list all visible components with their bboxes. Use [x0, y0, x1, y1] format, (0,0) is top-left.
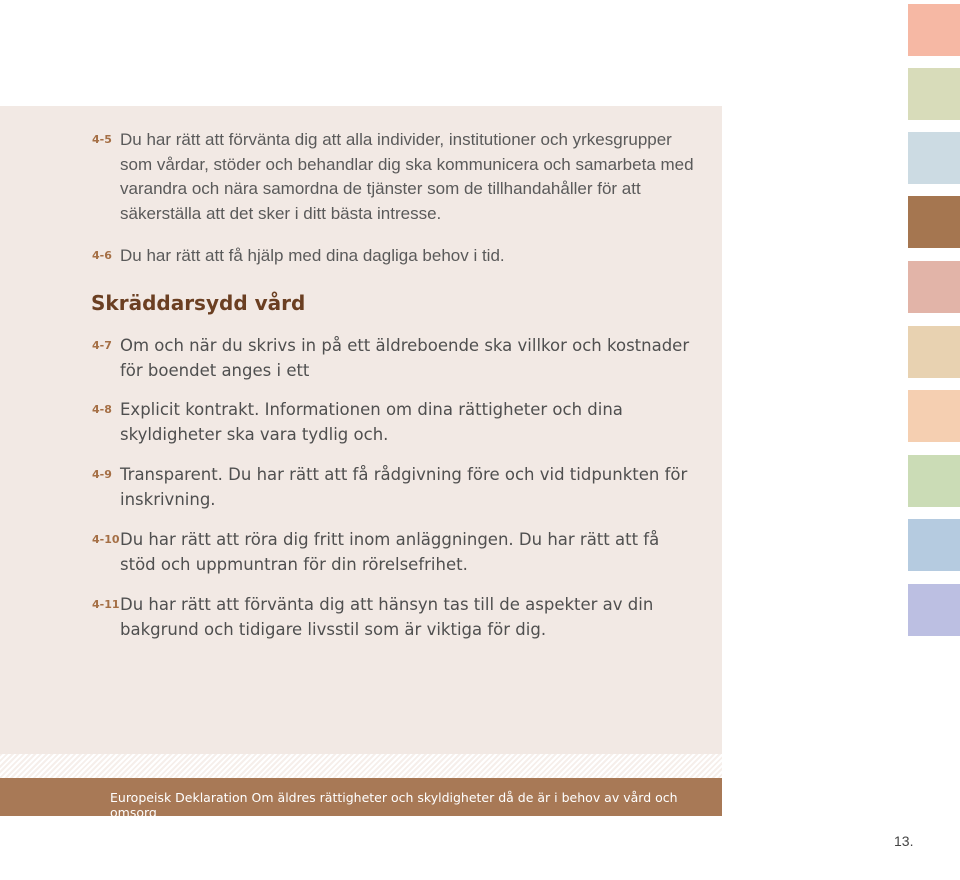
item-text: Om och när du skrivs in på ett äldreboende ska villkor och kostnader för boendet anges i ett	[120, 336, 690, 380]
item-number: 4-11	[92, 598, 120, 611]
decorative-hatch-band	[0, 754, 722, 778]
color-tab	[908, 390, 960, 442]
color-tab	[908, 68, 960, 120]
color-tab	[908, 4, 960, 56]
item-text: Du har rätt att röra dig fritt inom anläggningen. Du har rätt att få stöd och uppmuntran för din rörelsefrihet.	[120, 530, 660, 574]
color-tab	[908, 261, 960, 313]
item-number: 4-10	[92, 533, 120, 546]
item-text: Du har rätt att få hjälp med dina dagliga behov i tid.	[120, 246, 505, 265]
item-number: 4-7	[92, 339, 112, 352]
item-text: Explicit kontrakt. Informationen om dina rättigheter och dina skyldigheter ska vara tydlig och.	[120, 400, 623, 444]
item-number: 4-8	[92, 403, 112, 416]
footer-bar	[0, 778, 722, 820]
color-tab	[908, 584, 960, 636]
section-heading: Skräddarsydd vård	[91, 291, 306, 315]
item-text: Du har rätt att förvänta dig att alla individer, institutioner och yrkesgrupper som vårdar, stöder och behandlar dig ska kommunicera och samarbeta med varandra och nära samordna de tjänster som de tillhandahåller för att säkerställa att det sker i ditt bästa intresse.	[120, 130, 694, 223]
footer-text: Europeisk Deklaration Om äldres rättigheter och skyldigheter då de är i behov av vård och omsorg	[110, 790, 678, 820]
color-tab	[908, 132, 960, 184]
item-text: Du har rätt att förvänta dig att hänsyn tas till de aspekter av din bakgrund och tidigare livsstil som är viktiga för dig.	[120, 595, 654, 639]
color-tab	[908, 519, 960, 571]
item-number: 4-6	[92, 249, 112, 262]
item-number: 4-5	[92, 133, 112, 146]
color-tab	[908, 455, 960, 507]
color-tab	[908, 326, 960, 378]
page-number: 13.	[894, 833, 914, 849]
color-tab	[908, 196, 960, 248]
item-text: Transparent. Du har rätt att få rådgivning före och vid tidpunkten för inskrivning.	[120, 465, 688, 509]
item-number: 4-9	[92, 468, 112, 481]
